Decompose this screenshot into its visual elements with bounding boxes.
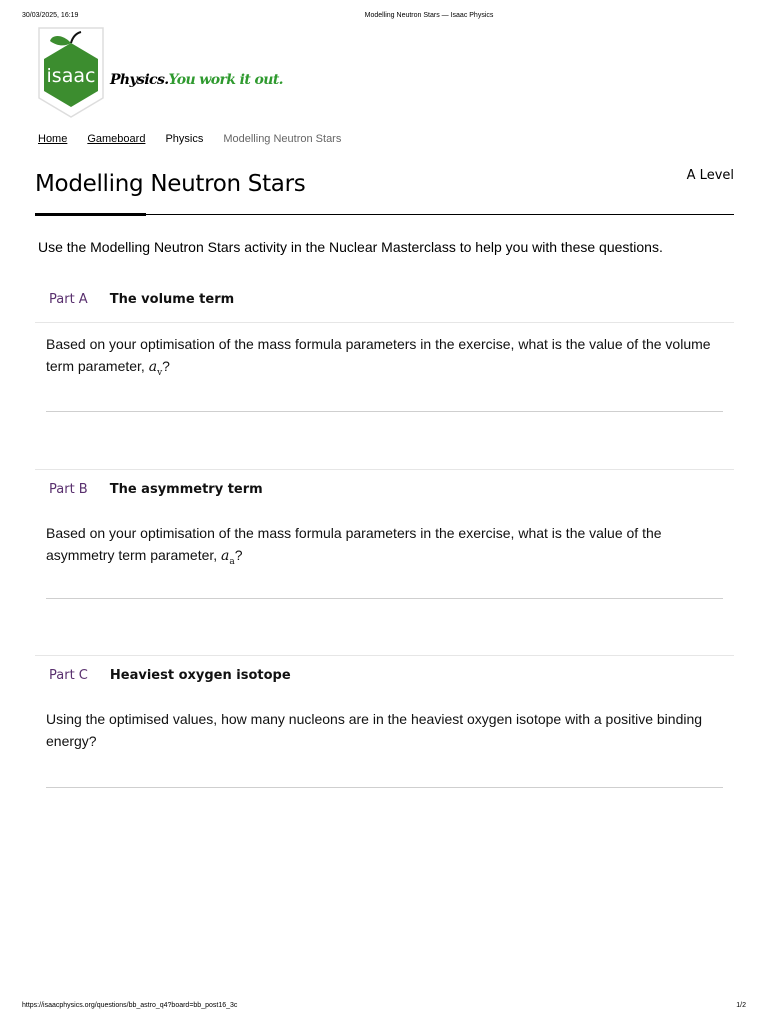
title-divider-accent (35, 213, 146, 216)
breadcrumb-gameboard[interactable]: Gameboard (87, 133, 146, 145)
part-c-question (46, 708, 718, 752)
part-a-header[interactable] (49, 292, 234, 307)
part-c-question-text: Using the optimised values, how many nucleons are in the heaviest oxygen isotope with a positive binding energy? (46, 711, 703, 749)
breadcrumb-home[interactable]: Home (38, 133, 68, 145)
part-a-answer-field[interactable] (46, 411, 723, 412)
part-c-title: Heaviest oxygen isotope (109, 668, 291, 683)
part-c-answer-field[interactable] (46, 787, 723, 788)
tagline-motto: You work it out. (168, 72, 283, 88)
part-c-label: Part C (49, 668, 88, 683)
print-footer-url: https://isaacphysics.org/questions/bb_astro_q4?board=bb_post16_3c (22, 1002, 238, 1009)
part-a-end-divider (35, 469, 734, 470)
level-badge: A Level (686, 168, 734, 183)
part-a-title: The volume term (109, 292, 235, 307)
intro-text: Use the Modelling Neutron Stars activity in the Nuclear Masterclass to help you with these questions. (38, 239, 663, 255)
breadcrumb (38, 133, 341, 145)
part-b-label: Part B (49, 482, 88, 497)
print-date: 30/03/2025, 16:19 (22, 12, 79, 19)
isaac-logo-icon[interactable] (36, 26, 106, 119)
part-b-header[interactable] (49, 482, 263, 497)
part-a-divider (35, 322, 734, 323)
part-b-end-divider (35, 655, 734, 656)
part-a-question: Based on your optimisation of the mass formula parameters in the exercise, what is the value of the volume term parameter, $a_v$? (46, 336, 711, 378)
breadcrumb-current: Modelling Neutron Stars (223, 133, 342, 145)
part-b-question-text: Based on your optimisation of the mass formula parameters in the exercise, what is the value of the asymmetry term parameter, (46, 525, 662, 563)
part-b-answer-field[interactable] (46, 598, 723, 599)
logo-wordmark: isaac (46, 65, 96, 87)
breadcrumb-physics: Physics (165, 133, 204, 145)
print-title: Modelling Neutron Stars — Isaac Physics (364, 12, 494, 19)
part-c-header[interactable] (49, 668, 291, 683)
part-a-label: Part A (49, 292, 88, 307)
part-b-question: Based on your optimisation of the mass formula parameters in the exercise, what is the value of the asymmetry term parameter, $a_a$? (46, 525, 662, 567)
tagline-brand: Physics. (110, 72, 169, 88)
part-a-math: $a_v$ (148, 359, 163, 378)
part-a-question-text: Based on your optimisation of the mass formula parameters in the exercise, what is the value of the volume term parameter, (46, 336, 711, 374)
print-page-number: 1/2 (736, 1002, 746, 1009)
part-b-title: The asymmetry term (109, 482, 263, 497)
part-b-math: $a_a$ (221, 548, 235, 567)
page-title: Modelling Neutron Stars (35, 171, 306, 197)
tagline (110, 72, 283, 88)
